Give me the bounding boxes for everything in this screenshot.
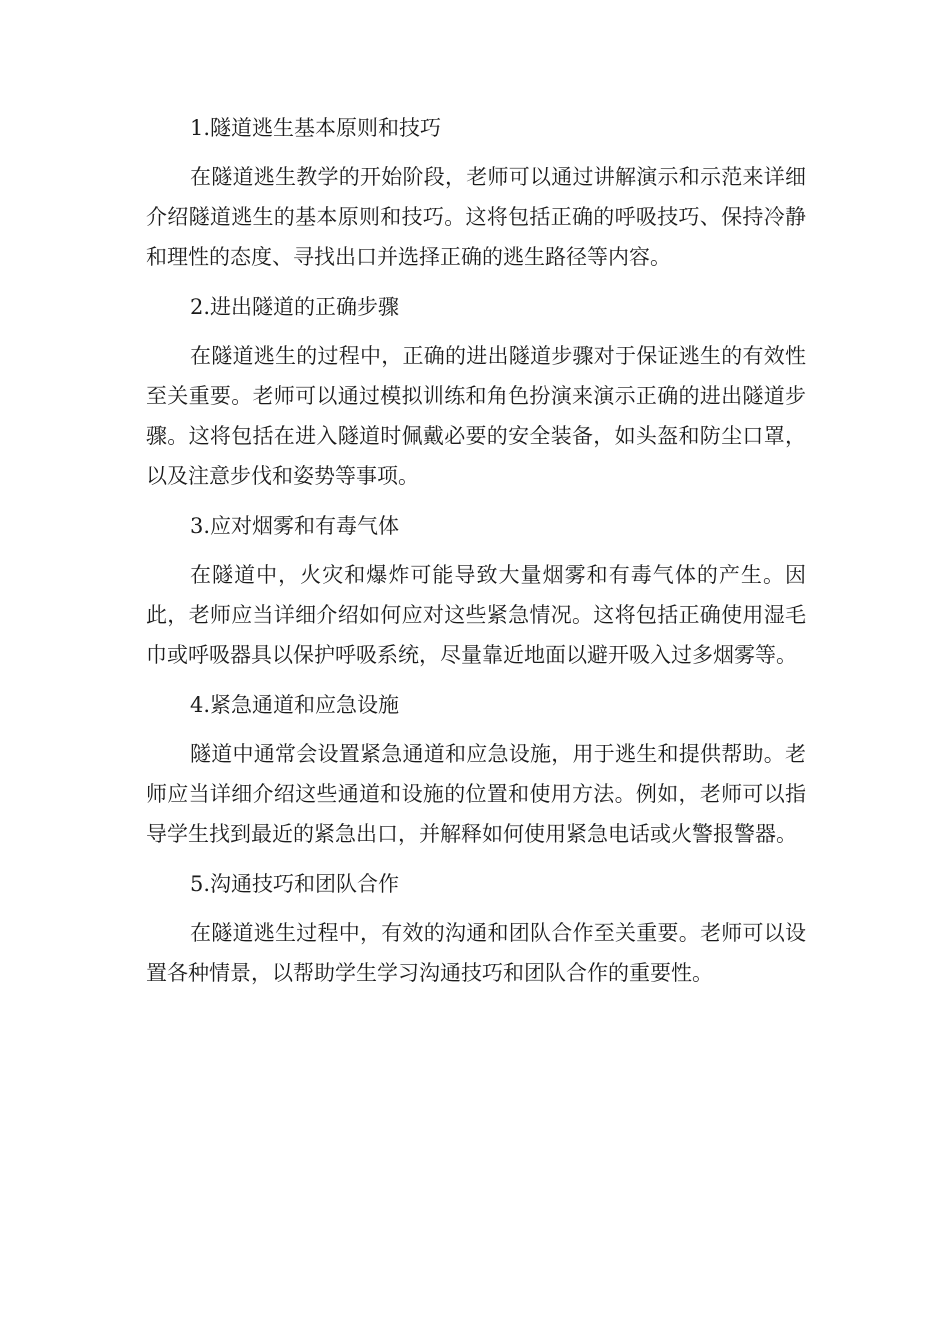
section-paragraph: 在隧道逃生的过程中，正确的进出隧道步骤对于保证逃生的有效性至关重要。老师可以通过模拟训练和角色扮演来演示正确的进出隧道步骤。这将包括在进入隧道时佩戴必要的安全装备，如头盔和防尘口罩，以及注意步伐和姿势等事项。 — [146, 344, 806, 488]
section-3 — [146, 506, 806, 675]
section-paragraph: 在隧道逃生教学的开始阶段，老师可以通过讲解演示和示范来详细介绍隧道逃生的基本原则和技巧。这将包括正确的呼吸技巧、保持冷静和理性的态度、寻找出口并选择正确的逃生路径等内容。 — [146, 165, 806, 269]
document-page — [146, 108, 806, 1003]
section-4 — [146, 685, 806, 854]
section-paragraph: 隧道中通常会设置紧急通道和应急设施，用于逃生和提供帮助。老师应当详细介绍这些通道和设施的位置和使用方法。例如，老师可以指导学生找到最近的紧急出口，并解释如何使用紧急电话或火警报警器。 — [146, 742, 806, 846]
section-paragraph: 在隧道中，火灾和爆炸可能导致大量烟雾和有毒气体的产生。因此，老师应当详细介绍如何应对这些紧急情况。这将包括正确使用湿毛巾或呼吸器具以保护呼吸系统，尽量靠近地面以避开吸入过多烟雾等。 — [146, 563, 806, 667]
section-heading: 2.进出隧道的正确步骤 — [190, 295, 400, 319]
section-heading: 4.紧急通道和应急设施 — [190, 693, 400, 717]
section-5 — [146, 864, 806, 993]
section-paragraph: 在隧道逃生过程中，有效的沟通和团队合作至关重要。老师可以设置各种情景，以帮助学生学习沟通技巧和团队合作的重要性。 — [146, 921, 806, 985]
section-heading: 1.隧道逃生基本原则和技巧 — [190, 116, 442, 140]
section-heading: 3.应对烟雾和有毒气体 — [190, 514, 400, 538]
section-2 — [146, 287, 806, 496]
section-heading: 5.沟通技巧和团队合作 — [190, 872, 400, 896]
section-1 — [146, 108, 806, 277]
